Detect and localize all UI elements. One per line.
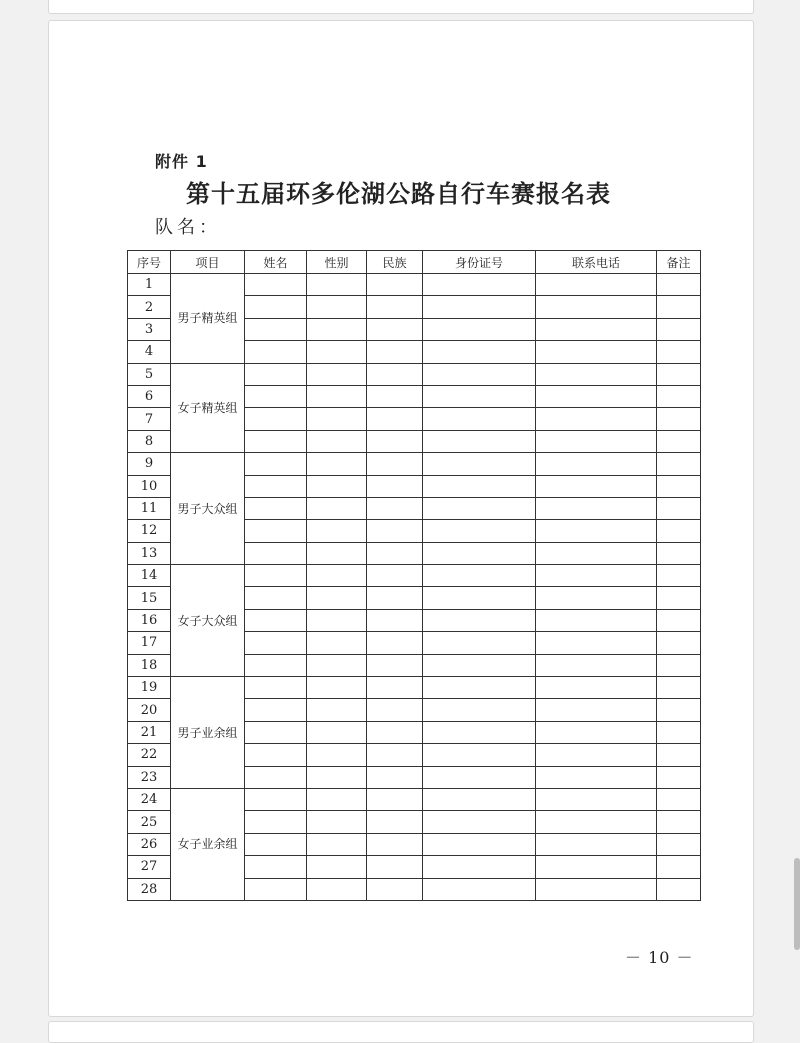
row-number-cell: 9 <box>128 453 171 475</box>
row-number-cell: 24 <box>128 788 171 810</box>
registration-table <box>127 250 701 901</box>
name-cell[interactable] <box>245 341 307 363</box>
ethnicity-cell[interactable] <box>367 721 423 743</box>
name-cell[interactable] <box>245 565 307 587</box>
id-number-cell[interactable] <box>423 408 536 430</box>
name-cell[interactable] <box>245 721 307 743</box>
gender-cell[interactable] <box>307 856 367 878</box>
id-number-cell[interactable] <box>423 453 536 475</box>
gender-cell[interactable] <box>307 542 367 564</box>
row-number-cell: 20 <box>128 699 171 721</box>
remarks-cell[interactable] <box>657 609 701 631</box>
gender-cell[interactable] <box>307 565 367 587</box>
row-number-cell: 10 <box>128 475 171 497</box>
phone-cell[interactable] <box>536 856 657 878</box>
table-row <box>128 274 701 296</box>
name-cell[interactable] <box>245 609 307 631</box>
gender-cell[interactable] <box>307 677 367 699</box>
table-body <box>128 274 701 901</box>
remarks-cell[interactable] <box>657 766 701 788</box>
table-row <box>128 677 701 699</box>
group-name-cell: 女子大众组 <box>171 565 245 677</box>
name-cell[interactable] <box>245 766 307 788</box>
ethnicity-cell[interactable] <box>367 542 423 564</box>
ethnicity-cell[interactable] <box>367 363 423 385</box>
row-number-cell: 11 <box>128 497 171 519</box>
id-number-cell[interactable] <box>423 274 536 296</box>
ethnicity-cell[interactable] <box>367 587 423 609</box>
ethnicity-cell[interactable] <box>367 385 423 407</box>
ethnicity-cell[interactable] <box>367 475 423 497</box>
gender-cell[interactable] <box>307 318 367 340</box>
gender-cell[interactable] <box>307 878 367 900</box>
ethnicity-cell[interactable] <box>367 632 423 654</box>
name-cell[interactable] <box>245 878 307 900</box>
id-number-cell[interactable] <box>423 341 536 363</box>
gender-cell[interactable] <box>307 766 367 788</box>
phone-cell[interactable] <box>536 542 657 564</box>
ethnicity-cell[interactable] <box>367 408 423 430</box>
gender-cell[interactable] <box>307 609 367 631</box>
remarks-cell[interactable] <box>657 363 701 385</box>
phone-cell[interactable] <box>536 878 657 900</box>
name-cell[interactable] <box>245 677 307 699</box>
remarks-cell[interactable] <box>657 520 701 542</box>
gender-cell[interactable] <box>307 788 367 810</box>
remarks-cell[interactable] <box>657 721 701 743</box>
gender-cell[interactable] <box>307 363 367 385</box>
phone-cell[interactable] <box>536 788 657 810</box>
id-number-cell[interactable] <box>423 542 536 564</box>
ethnicity-cell[interactable] <box>367 788 423 810</box>
row-number-cell: 2 <box>128 296 171 318</box>
phone-cell[interactable] <box>536 632 657 654</box>
phone-cell[interactable] <box>536 475 657 497</box>
phone-cell[interactable] <box>536 520 657 542</box>
id-number-cell[interactable] <box>423 699 536 721</box>
id-number-cell[interactable] <box>423 587 536 609</box>
row-number-cell: 25 <box>128 811 171 833</box>
remarks-cell[interactable] <box>657 856 701 878</box>
ethnicity-cell[interactable] <box>367 609 423 631</box>
remarks-cell[interactable] <box>657 497 701 519</box>
attachment-label: 附件 1 <box>155 152 208 171</box>
row-number-cell: 22 <box>128 744 171 766</box>
phone-cell[interactable] <box>536 721 657 743</box>
name-cell[interactable] <box>245 833 307 855</box>
ethnicity-cell[interactable] <box>367 699 423 721</box>
phone-cell[interactable] <box>536 453 657 475</box>
table-row <box>128 565 701 587</box>
name-cell[interactable] <box>245 788 307 810</box>
remarks-cell[interactable] <box>657 677 701 699</box>
remarks-cell[interactable] <box>657 318 701 340</box>
remarks-cell[interactable] <box>657 475 701 497</box>
gender-cell[interactable] <box>307 385 367 407</box>
page-number: － 10 － <box>625 948 694 967</box>
ethnicity-cell[interactable] <box>367 430 423 452</box>
remarks-cell[interactable] <box>657 565 701 587</box>
name-cell[interactable] <box>245 475 307 497</box>
name-cell[interactable] <box>245 296 307 318</box>
row-number-cell: 12 <box>128 520 171 542</box>
id-number-cell[interactable] <box>423 385 536 407</box>
phone-cell[interactable] <box>536 363 657 385</box>
group-name-cell: 男子精英组 <box>171 274 245 364</box>
remarks-cell[interactable] <box>657 430 701 452</box>
phone-cell[interactable] <box>536 497 657 519</box>
remarks-cell[interactable] <box>657 408 701 430</box>
ethnicity-cell[interactable] <box>367 520 423 542</box>
name-cell[interactable] <box>245 654 307 676</box>
header-cell: 性别 <box>307 251 367 274</box>
row-number-cell: 23 <box>128 766 171 788</box>
remarks-cell[interactable] <box>657 699 701 721</box>
remarks-cell[interactable] <box>657 542 701 564</box>
name-cell[interactable] <box>245 497 307 519</box>
name-cell[interactable] <box>245 318 307 340</box>
ethnicity-cell[interactable] <box>367 878 423 900</box>
previous-page-edge <box>48 0 754 14</box>
remarks-cell[interactable] <box>657 274 701 296</box>
id-number-cell[interactable] <box>423 475 536 497</box>
team-name-label: 队名： <box>155 217 221 238</box>
name-cell[interactable] <box>245 408 307 430</box>
id-number-cell[interactable] <box>423 520 536 542</box>
id-number-cell[interactable] <box>423 788 536 810</box>
table-header-row <box>128 251 701 274</box>
gender-cell[interactable] <box>307 833 367 855</box>
phone-cell[interactable] <box>536 833 657 855</box>
name-cell[interactable] <box>245 430 307 452</box>
row-number-cell: 7 <box>128 408 171 430</box>
table-row <box>128 788 701 810</box>
id-number-cell[interactable] <box>423 878 536 900</box>
gender-cell[interactable] <box>307 453 367 475</box>
remarks-cell[interactable] <box>657 453 701 475</box>
remarks-cell[interactable] <box>657 385 701 407</box>
name-cell[interactable] <box>245 520 307 542</box>
page-title: 第十五届环多伦湖公路自行车赛报名表 <box>186 179 611 208</box>
row-number-cell: 14 <box>128 565 171 587</box>
phone-cell[interactable] <box>536 677 657 699</box>
row-number-cell: 26 <box>128 833 171 855</box>
gender-cell[interactable] <box>307 654 367 676</box>
row-number-cell: 17 <box>128 632 171 654</box>
ethnicity-cell[interactable] <box>367 296 423 318</box>
gender-cell[interactable] <box>307 475 367 497</box>
header-cell: 姓名 <box>245 251 307 274</box>
name-cell[interactable] <box>245 744 307 766</box>
id-number-cell[interactable] <box>423 766 536 788</box>
remarks-cell[interactable] <box>657 788 701 810</box>
remarks-cell[interactable] <box>657 341 701 363</box>
phone-cell[interactable] <box>536 811 657 833</box>
ethnicity-cell[interactable] <box>367 833 423 855</box>
id-number-cell[interactable] <box>423 497 536 519</box>
group-name-cell: 男子业余组 <box>171 677 245 789</box>
row-number-cell: 3 <box>128 318 171 340</box>
ethnicity-cell[interactable] <box>367 766 423 788</box>
name-cell[interactable] <box>245 699 307 721</box>
remarks-cell[interactable] <box>657 632 701 654</box>
phone-cell[interactable] <box>536 766 657 788</box>
ethnicity-cell[interactable] <box>367 318 423 340</box>
gender-cell[interactable] <box>307 408 367 430</box>
header-cell: 联系电话 <box>536 251 657 274</box>
row-number-cell: 19 <box>128 677 171 699</box>
header-cell: 备注 <box>657 251 701 274</box>
name-cell[interactable] <box>245 453 307 475</box>
remarks-cell[interactable] <box>657 296 701 318</box>
id-number-cell[interactable] <box>423 744 536 766</box>
gender-cell[interactable] <box>307 296 367 318</box>
header-cell: 身份证号 <box>423 251 536 274</box>
ethnicity-cell[interactable] <box>367 453 423 475</box>
id-number-cell[interactable] <box>423 721 536 743</box>
phone-cell[interactable] <box>536 430 657 452</box>
row-number-cell: 15 <box>128 587 171 609</box>
gender-cell[interactable] <box>307 811 367 833</box>
gender-cell[interactable] <box>307 341 367 363</box>
group-name-cell: 女子精英组 <box>171 363 245 453</box>
gender-cell[interactable] <box>307 632 367 654</box>
remarks-cell[interactable] <box>657 587 701 609</box>
name-cell[interactable] <box>245 856 307 878</box>
ethnicity-cell[interactable] <box>367 811 423 833</box>
remarks-cell[interactable] <box>657 654 701 676</box>
id-number-cell[interactable] <box>423 363 536 385</box>
gender-cell[interactable] <box>307 587 367 609</box>
gender-cell[interactable] <box>307 520 367 542</box>
ethnicity-cell[interactable] <box>367 677 423 699</box>
group-name-cell: 女子业余组 <box>171 788 245 900</box>
id-number-cell[interactable] <box>423 833 536 855</box>
row-number-cell: 16 <box>128 609 171 631</box>
row-number-cell: 27 <box>128 856 171 878</box>
remarks-cell[interactable] <box>657 811 701 833</box>
name-cell[interactable] <box>245 274 307 296</box>
id-number-cell[interactable] <box>423 296 536 318</box>
row-number-cell: 1 <box>128 274 171 296</box>
group-name-cell: 男子大众组 <box>171 453 245 565</box>
id-number-cell[interactable] <box>423 811 536 833</box>
remarks-cell[interactable] <box>657 833 701 855</box>
table-row <box>128 453 701 475</box>
name-cell[interactable] <box>245 632 307 654</box>
id-number-cell[interactable] <box>423 856 536 878</box>
row-number-cell: 4 <box>128 341 171 363</box>
phone-cell[interactable] <box>536 654 657 676</box>
scrollbar-thumb[interactable] <box>794 858 800 950</box>
gender-cell[interactable] <box>307 497 367 519</box>
phone-cell[interactable] <box>536 274 657 296</box>
row-number-cell: 13 <box>128 542 171 564</box>
header-cell: 项目 <box>171 251 245 274</box>
phone-cell[interactable] <box>536 318 657 340</box>
id-number-cell[interactable] <box>423 609 536 631</box>
next-page-edge <box>48 1021 754 1043</box>
phone-cell[interactable] <box>536 296 657 318</box>
id-number-cell[interactable] <box>423 677 536 699</box>
ethnicity-cell[interactable] <box>367 341 423 363</box>
id-number-cell[interactable] <box>423 430 536 452</box>
phone-cell[interactable] <box>536 609 657 631</box>
row-number-cell: 28 <box>128 878 171 900</box>
phone-cell[interactable] <box>536 587 657 609</box>
row-number-cell: 18 <box>128 654 171 676</box>
id-number-cell[interactable] <box>423 654 536 676</box>
row-number-cell: 5 <box>128 363 171 385</box>
phone-cell[interactable] <box>536 408 657 430</box>
name-cell[interactable] <box>245 587 307 609</box>
phone-cell[interactable] <box>536 341 657 363</box>
phone-cell[interactable] <box>536 699 657 721</box>
remarks-cell[interactable] <box>657 878 701 900</box>
row-number-cell: 21 <box>128 721 171 743</box>
header-cell: 民族 <box>367 251 423 274</box>
name-cell[interactable] <box>245 542 307 564</box>
id-number-cell[interactable] <box>423 565 536 587</box>
id-number-cell[interactable] <box>423 318 536 340</box>
row-number-cell: 6 <box>128 385 171 407</box>
gender-cell[interactable] <box>307 699 367 721</box>
ethnicity-cell[interactable] <box>367 744 423 766</box>
gender-cell[interactable] <box>307 430 367 452</box>
phone-cell[interactable] <box>536 385 657 407</box>
ethnicity-cell[interactable] <box>367 654 423 676</box>
header-cell: 序号 <box>128 251 171 274</box>
gender-cell[interactable] <box>307 274 367 296</box>
name-cell[interactable] <box>245 385 307 407</box>
ethnicity-cell[interactable] <box>367 497 423 519</box>
ethnicity-cell[interactable] <box>367 565 423 587</box>
name-cell[interactable] <box>245 811 307 833</box>
phone-cell[interactable] <box>536 744 657 766</box>
gender-cell[interactable] <box>307 721 367 743</box>
ethnicity-cell[interactable] <box>367 274 423 296</box>
ethnicity-cell[interactable] <box>367 856 423 878</box>
phone-cell[interactable] <box>536 565 657 587</box>
table-row <box>128 363 701 385</box>
name-cell[interactable] <box>245 363 307 385</box>
remarks-cell[interactable] <box>657 744 701 766</box>
id-number-cell[interactable] <box>423 632 536 654</box>
gender-cell[interactable] <box>307 744 367 766</box>
row-number-cell: 8 <box>128 430 171 452</box>
